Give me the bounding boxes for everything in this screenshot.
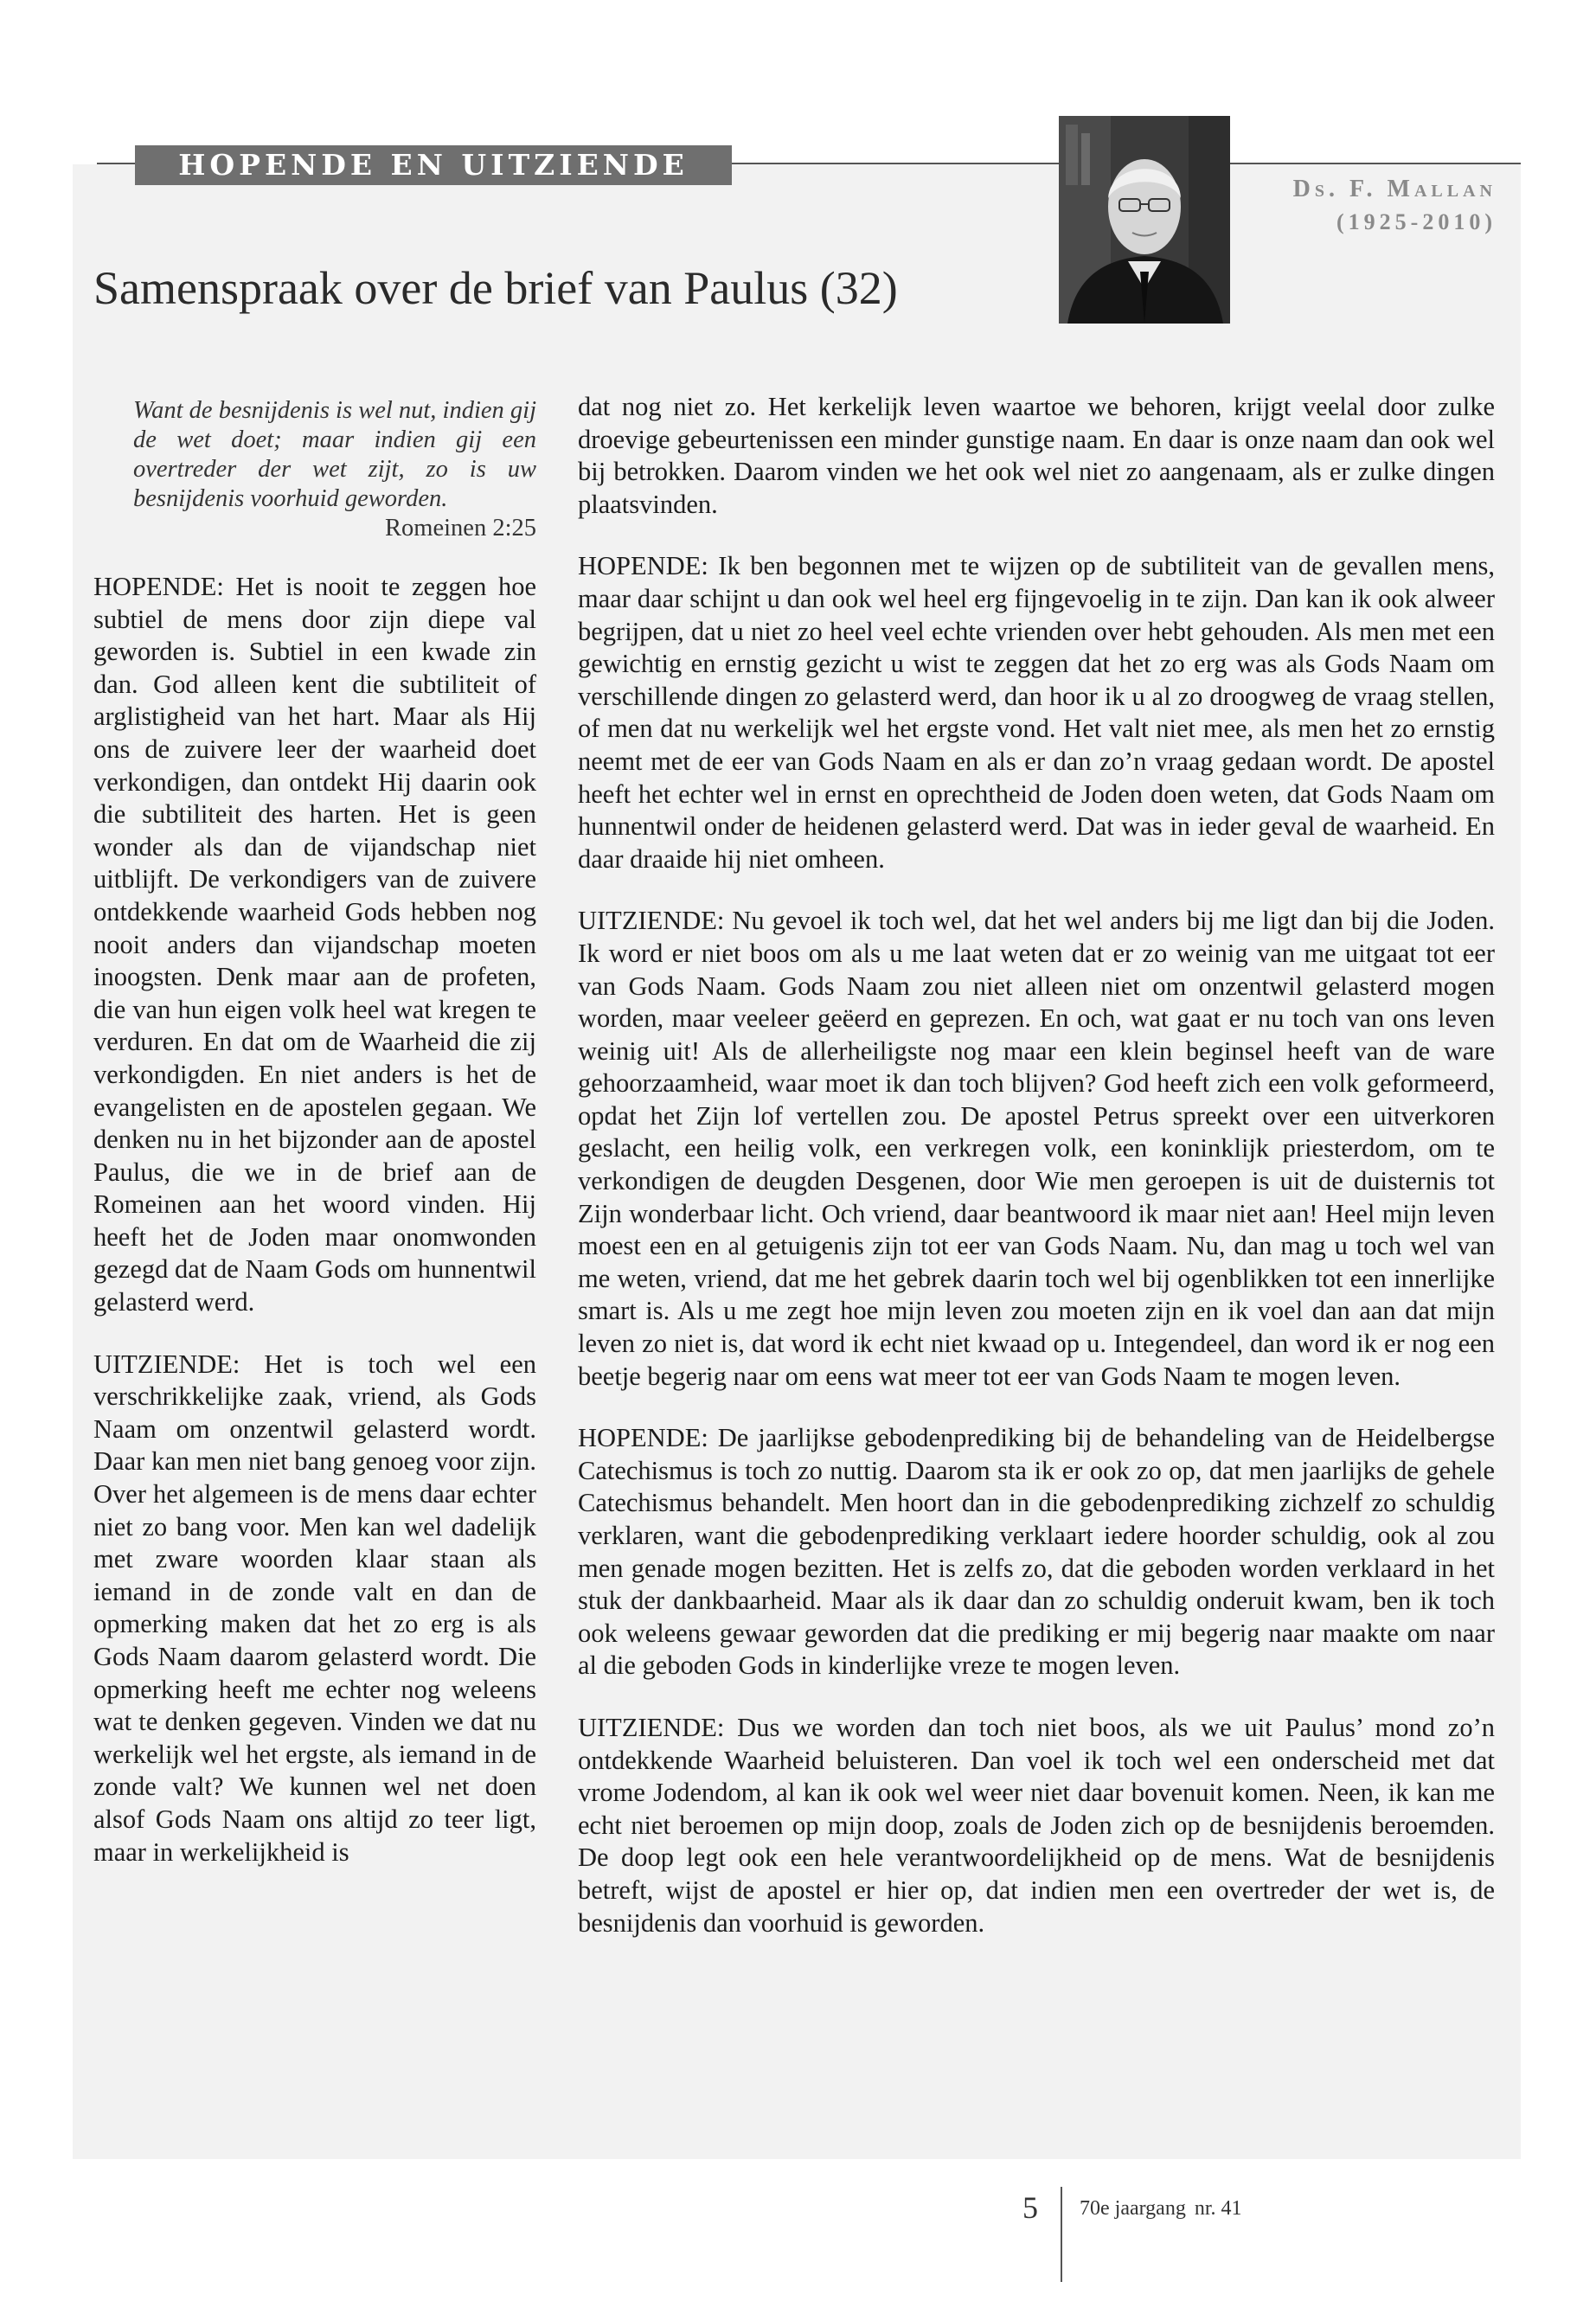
- paragraph: UITZIENDE: Dus we worden dan toch niet boos, als we uit Paulus’ mond zo’n ontdekkende Waarheid beluisteren. Dan voel ik toch wel een onderscheid met dat vrome Jodendom, al kan ik ook wel weer niet daar bovenuit komen. Neen, ik kan me echt niet beroemen op mijn doop, zoals de Joden zich op de besnijdenis beroemden. De doop legt ook een hele verantwoordelijkheid op de mens. Wat de besnijdenis betreft, wijst de apostel er hier op, dat indien men een overtreder der wet is, de besnijdenis dan voorhuid is geworden.: [578, 1712, 1495, 1938]
- header-rule-left: [97, 163, 135, 164]
- footer-issue-info: [1080, 2195, 1339, 2221]
- epigraph-reference: Romeinen 2:25: [385, 515, 536, 542]
- section-banner: HOPENDE EN UITZIENDE: [135, 145, 732, 185]
- author-photo: [1059, 116, 1230, 324]
- paragraph: HOPENDE: Het is nooit te zeggen hoe subtiel de mens door zijn diepe val geworden is. Subtiel in een kwade zin dan. God alleen kent die subtiliteit of arglistigheid van het hart. Maar als Hij ons de zuivere leer der waarheid doet verkondigen, dan ontdekt Hij daarin ook die subtiliteit des harten. Het is geen wonder als dan de vijandschap niet uitblijft. De verkondigers van de zuivere ontdekkende waarheid Gods hebben nog nooit anders dan vijandschap moeten inoogsten. Denk maar aan de profeten, die van hun eigen volk heel wat kregen te verduren. En dat om de Waarheid die zij verkondigden. En niet anders is het de evangelisten en de apostelen gegaan. We denken nu in het bijzonder aan de apostel Paulus, die we in de brief aan de Romeinen aan het woord vinden. Hij heeft het de Joden maar onomwonden gezegd dat de Naam Gods om hunnentwil gelasterd werd.: [93, 572, 536, 1317]
- header-rule-right: [1230, 163, 1521, 164]
- author-photo-image: [1059, 116, 1230, 324]
- paragraph: HOPENDE: Ik ben begonnen met te wijzen op de subtiliteit van de gevallen mens, maar daar schijnt u dan ook wel heel erg fijngevoelig in te zijn. Dan kan ik ook alweer begrijpen, dat u niet zo heel veel echte vrienden over hebt gehouden. Als men met een gewichtig en ernstig gezicht u wist te zeggen dat het zo erg was als Gods Naam om verschillende dingen zo gelasterd werd, dan hoor ik u al zo droogweg de vraag stellen, of men dat nu werkelijk wel het ergste vond. Het valt niet mee, als men het zo ernstig neemt met de eer van Gods Naam en als er dan zo’n vraag gedaan wordt. De apostel heeft het echter wel in ernst en oprechtheid de Joden doen weten, dat Gods Naam om hunnentwil onder de heidenen gelasterd werd. Dat was in ieder geval de waarheid. En daar draaide hij niet omheen.: [578, 551, 1495, 874]
- header-rule-middle: [732, 163, 1059, 164]
- right-column: [578, 391, 1495, 1969]
- footer-volume: 70e jaargang: [1080, 2197, 1186, 2220]
- article-title: Samenspraak over de brief van Paulus (32): [93, 262, 898, 314]
- paragraph: dat nog niet zo. Het kerkelijk leven waartoe we behoren, krijgt veelal door zulke droevige gebeurtenissen een minder gunstige naam. En daar is onze naam dan ook wel bij betrokken. Daarom vinden we het ook wel niet zo aangenaam, als er zulke dingen plaatsvinden.: [578, 392, 1495, 519]
- paragraph: UITZIENDE: Nu gevoel ik toch wel, dat het wel anders bij me ligt dan bij die Joden. Ik word er niet boos om als u me laat weten dat er zo weinig van me uitgaat tot eer van Gods Naam. Gods Naam zou niet alleen niet om onzentwil gelasterd mogen worden, maar veeleer geëerd en geprezen. En och, wat gaat er nu toch van ons leven weinig uit! Als de allerheiligste nog maar een klein beginsel heeft van de ware gehoorzaamheid, waar moet ik dan toch blijven? God heeft zich een volk geformeerd, opdat het Zijn lof vertellen zou. De apostel Petrus spreekt over een uitverkoren geslacht, een heilig volk, een verkregen volk, een koninklijk priesterdom, om te verkondigen de deugden Desgenen, door Wie men geroepen is uit de duisternis tot Zijn wonderbaar licht. Och vriend, daar beantwoord ik maar niet aan! Heel mijn leven moest een en al getuigenis zijn tot eer van Gods Naam. Nu, dan mag u toch wel van me weten, vriend, dat me het gebrek daarin toch wel bij ogenblikken tot een innerlijke smart is. Als u me zegt hoe mijn leven zou moeten zijn en ik voel dan aan dat mijn leven zo niet is, dat word ik echt niet kwaad op u. Integendeel, dan word ik er nog een beetje begerig naar om eens wat meer tot eer van Gods Naam te mogen leven.: [578, 906, 1495, 1391]
- author-name: Ds. F. Mallan: [1292, 176, 1497, 202]
- epigraph-quote: Want de besnijdenis is wel nut, indien gij de wet doet; maar indien gij een overtreder der wet zijt, zo is uw besnijdenis voorhuid geworden.: [133, 397, 537, 512]
- footer-issue-number: nr. 41: [1194, 2197, 1242, 2220]
- left-column: [93, 391, 536, 1868]
- footer-divider: [1061, 2187, 1062, 2282]
- author-years: (1925-2010): [1336, 209, 1497, 234]
- page-number: 5: [1022, 2190, 1038, 2225]
- paragraph: UITZIENDE: Het is toch wel een verschrikkelijke zaak, vriend, als Gods Naam om onzentwil gelasterd wordt. Daar kan men niet bang genoeg voor zijn. Over het algemeen is de mens daar echter niet zo bang voor. Men kan wel dadelijk met zware woorden klaar staan als iemand in de zonde valt en dan de opmerking maken dat het zo erg is als Gods Naam daarom gelasterd wordt. Die opmerking heeft me echter nog weleens wat te denken gegeven. Vinden we dat nu werkelijk wel het ergste, als iemand in de zonde valt? We kunnen wel net doen alsof Gods Naam ons altijd zo teer ligt, maar in werkelijkheid is: [93, 1349, 536, 1867]
- paragraph: HOPENDE: De jaarlijkse gebodenprediking bij de behandeling van de Heidelbergse Catechismus is toch zo nuttig. Daarom sta ik er ook zo op, dat men jaarlijks de gehele Catechismus behandelt. Men hoort dan in die gebodenprediking zichzelf zo schuldig verklaren, want die gebodenprediking verklaart iedere hoorder schuldig, ook al zou men genade mogen bezitten. Het is zelfs zo, dat die geboden worden verklaard in het stuk der dankbaarheid. Maar als ik daar dan zo schuldig onderuit kwam, ben ik toch ook weleens gewaar geworden dat die prediking er mij begerig naar maakte om naar al die geboden Gods in kinderlijke vreze te mogen leven.: [578, 1423, 1495, 1681]
